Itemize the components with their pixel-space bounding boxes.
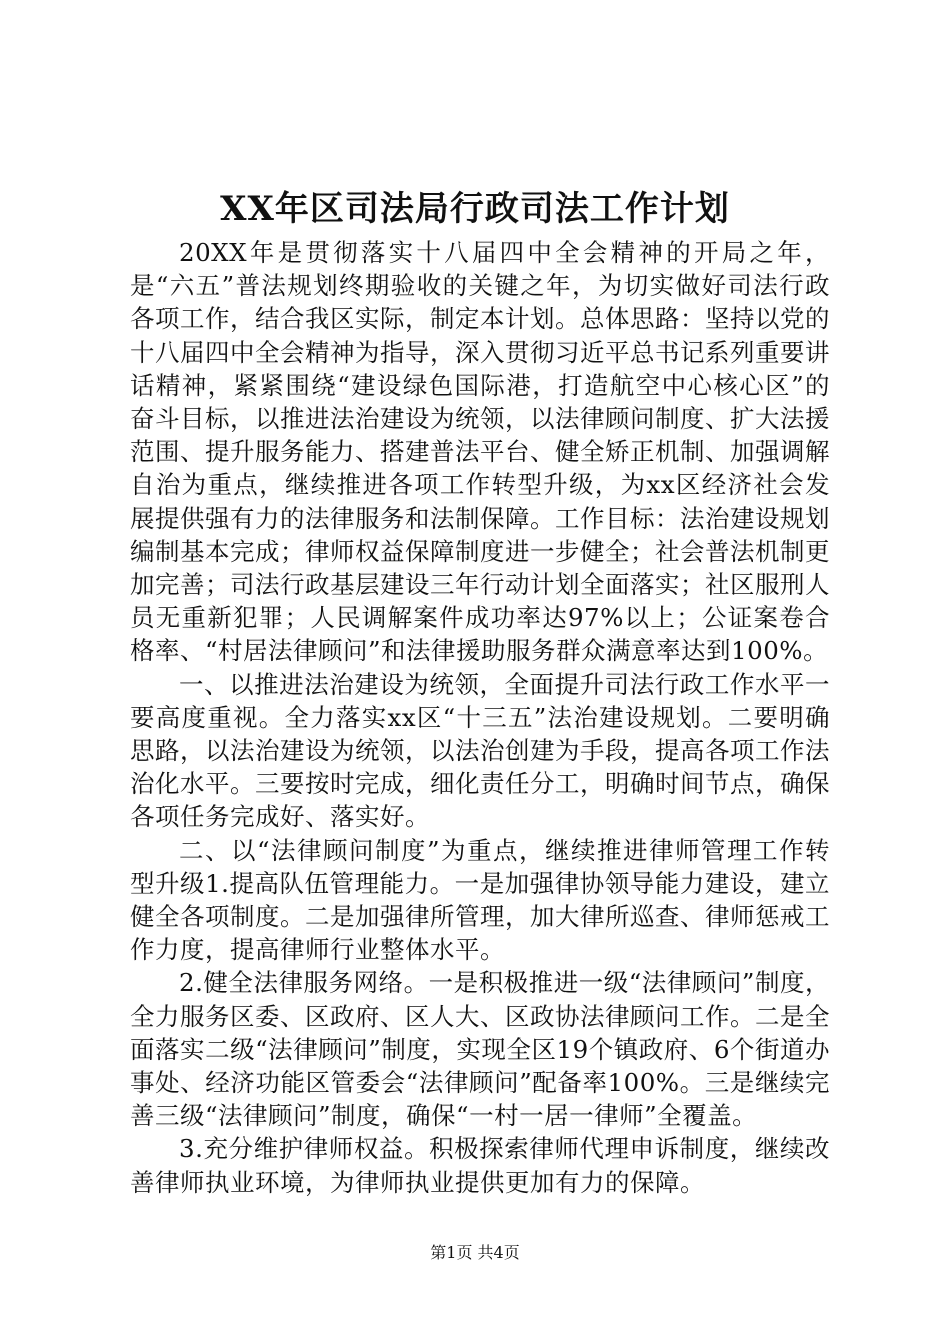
- paragraph-section-2: 二、以“法律顾问制度”为重点，继续推进律师管理工作转型升级1.提高队伍管理能力。一是加强律协领导能力建设，建立健全各项制度。二是加强律所管理，加大律所巡查、律师惩戒工作力度，提高律师行业整体水平。: [130, 835, 830, 965]
- page-footer: 第1页 共4页: [430, 1243, 520, 1262]
- paragraph-item-2: 2.健全法律服务网络。一是积极推进一级“法律顾问”制度，全力服务区委、区政府、区人大、区政协法律顾问工作。二是全面落实二级“法律顾问”制度，实现全区19个镇政府、6个街道办事处、经济功能区管委会“法律顾问”配备率100%。三是继续完善三级“法律顾问”制度，确保“一村一居一律师”全覆盖。: [130, 968, 830, 1131]
- paragraph-item-3: 3.充分维护律师权益。积极探索律师代理申诉制度，继续改善律师执业环境，为律师执业提供更加有力的保障。: [130, 1134, 830, 1197]
- document-body: [130, 236, 830, 1199]
- paragraph-intro: 20XX年是贯彻落实十八届四中全会精神的开局之年，是“六五”普法规划终期验收的关键之年，为切实做好司法行政各项工作，结合我区实际，制定本计划。总体思路：坚持以党的十八届四中全会精神为指导，深入贯彻习近平总书记系列重要讲话精神，紧紧围绕“建设绿色国际港，打造航空中心核心区”的奋斗目标，以推进法治建设为统领，以法律顾问制度、扩大法援范围、提升服务能力、搭建普法平台、健全矫正机制、加强调解自治为重点，继续推进各项工作转型升级，为xx区经济社会发展提供强有力的法律服务和法制保障。工作目标：法治建设规划编制基本完成；律师权益保障制度进一步健全；社会普法机制更加完善；司法行政基层建设三年行动计划全面落实；社区服刑人员无重新犯罪；人民调解案件成功率达97%以上；公证案卷合格率、“村居法律顾问”和法律援助服务群众满意率达到100%。: [130, 238, 830, 666]
- document-title: XX年区司法局行政司法工作计划: [220, 189, 730, 229]
- paragraph-section-1: 一、以推进法治建设为统领，全面提升司法行政工作水平一要高度重视。全力落实xx区“十三五”法治建设规划。二要明确思路，以法治建设为统领，以法治创建为手段，提高各项工作法治化水平。三要按时完成，细化责任分工，明确时间节点，确保各项任务完成好、落实好。: [130, 669, 830, 832]
